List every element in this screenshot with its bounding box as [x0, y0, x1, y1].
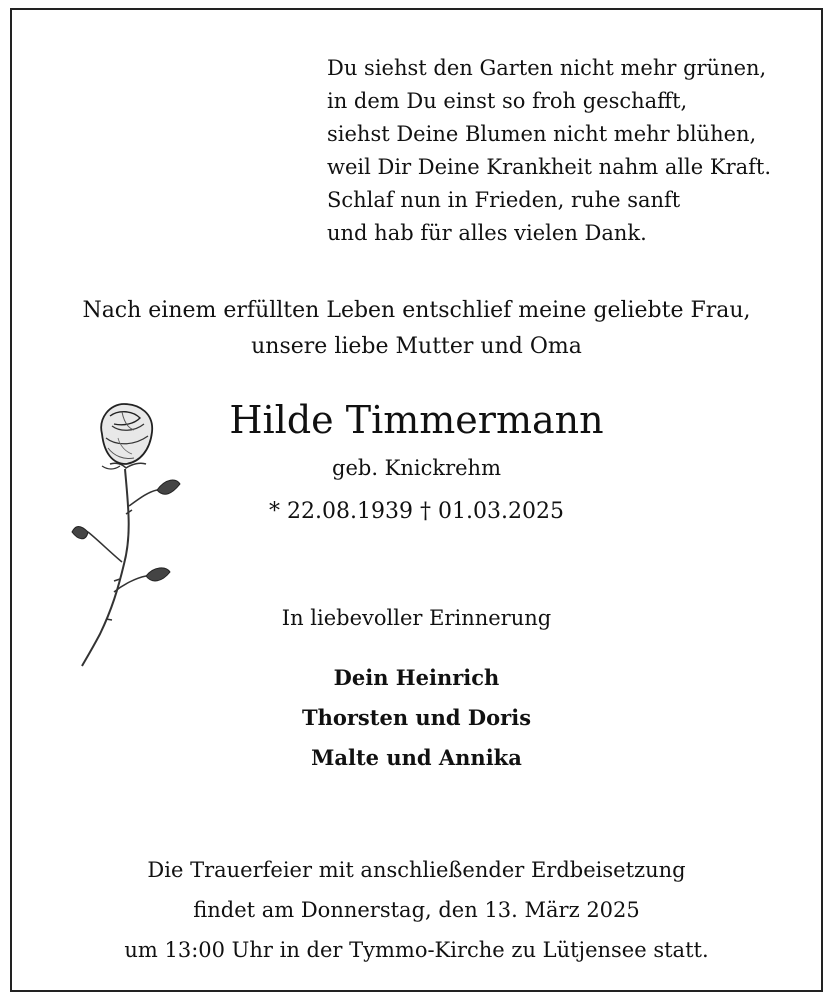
poem-line: und hab für alles vielen Dank. — [327, 221, 647, 245]
poem-line: Du siehst den Garten nicht mehr grünen, — [327, 56, 767, 80]
memory-text: In liebevoller Erinnerung — [281, 606, 552, 630]
ceremony-line-1: Die Trauerfeier mit anschließender Erdbeisetzung — [147, 858, 686, 882]
intro-text — [0, 293, 833, 365]
family-member: Thorsten und Doris — [301, 705, 532, 730]
ceremony-line-3: um 13:00 Uhr in der Tymmo-Kirche zu Lütjensee statt. — [124, 938, 709, 962]
intro-line-1: Nach einem erfüllten Leben entschlief meine geliebte Frau, — [82, 298, 751, 323]
birth-name: geb. Knickrehm — [332, 456, 501, 480]
ceremony-info — [0, 850, 833, 970]
family-list — [150, 658, 683, 778]
poem — [327, 52, 807, 250]
poem-line: Schlaf nun in Frieden, ruhe sanft — [327, 188, 681, 212]
family-member: Malte und Annika — [311, 745, 522, 770]
intro-line-2: unsere liebe Mutter und Oma — [251, 334, 582, 359]
deceased-name: Hilde Timmermann — [229, 398, 604, 442]
life-dates: * 22.08.1939 † 01.03.2025 — [269, 499, 564, 524]
ceremony-line-2: findet am Donnerstag, den 13. März 2025 — [193, 898, 640, 922]
family-member: Dein Heinrich — [333, 665, 500, 690]
poem-line: siehst Deine Blumen nicht mehr blühen, — [327, 122, 757, 146]
poem-line: in dem Du einst so froh geschafft, — [327, 89, 688, 113]
poem-line: weil Dir Deine Krankheit nahm alle Kraft. — [327, 155, 772, 179]
